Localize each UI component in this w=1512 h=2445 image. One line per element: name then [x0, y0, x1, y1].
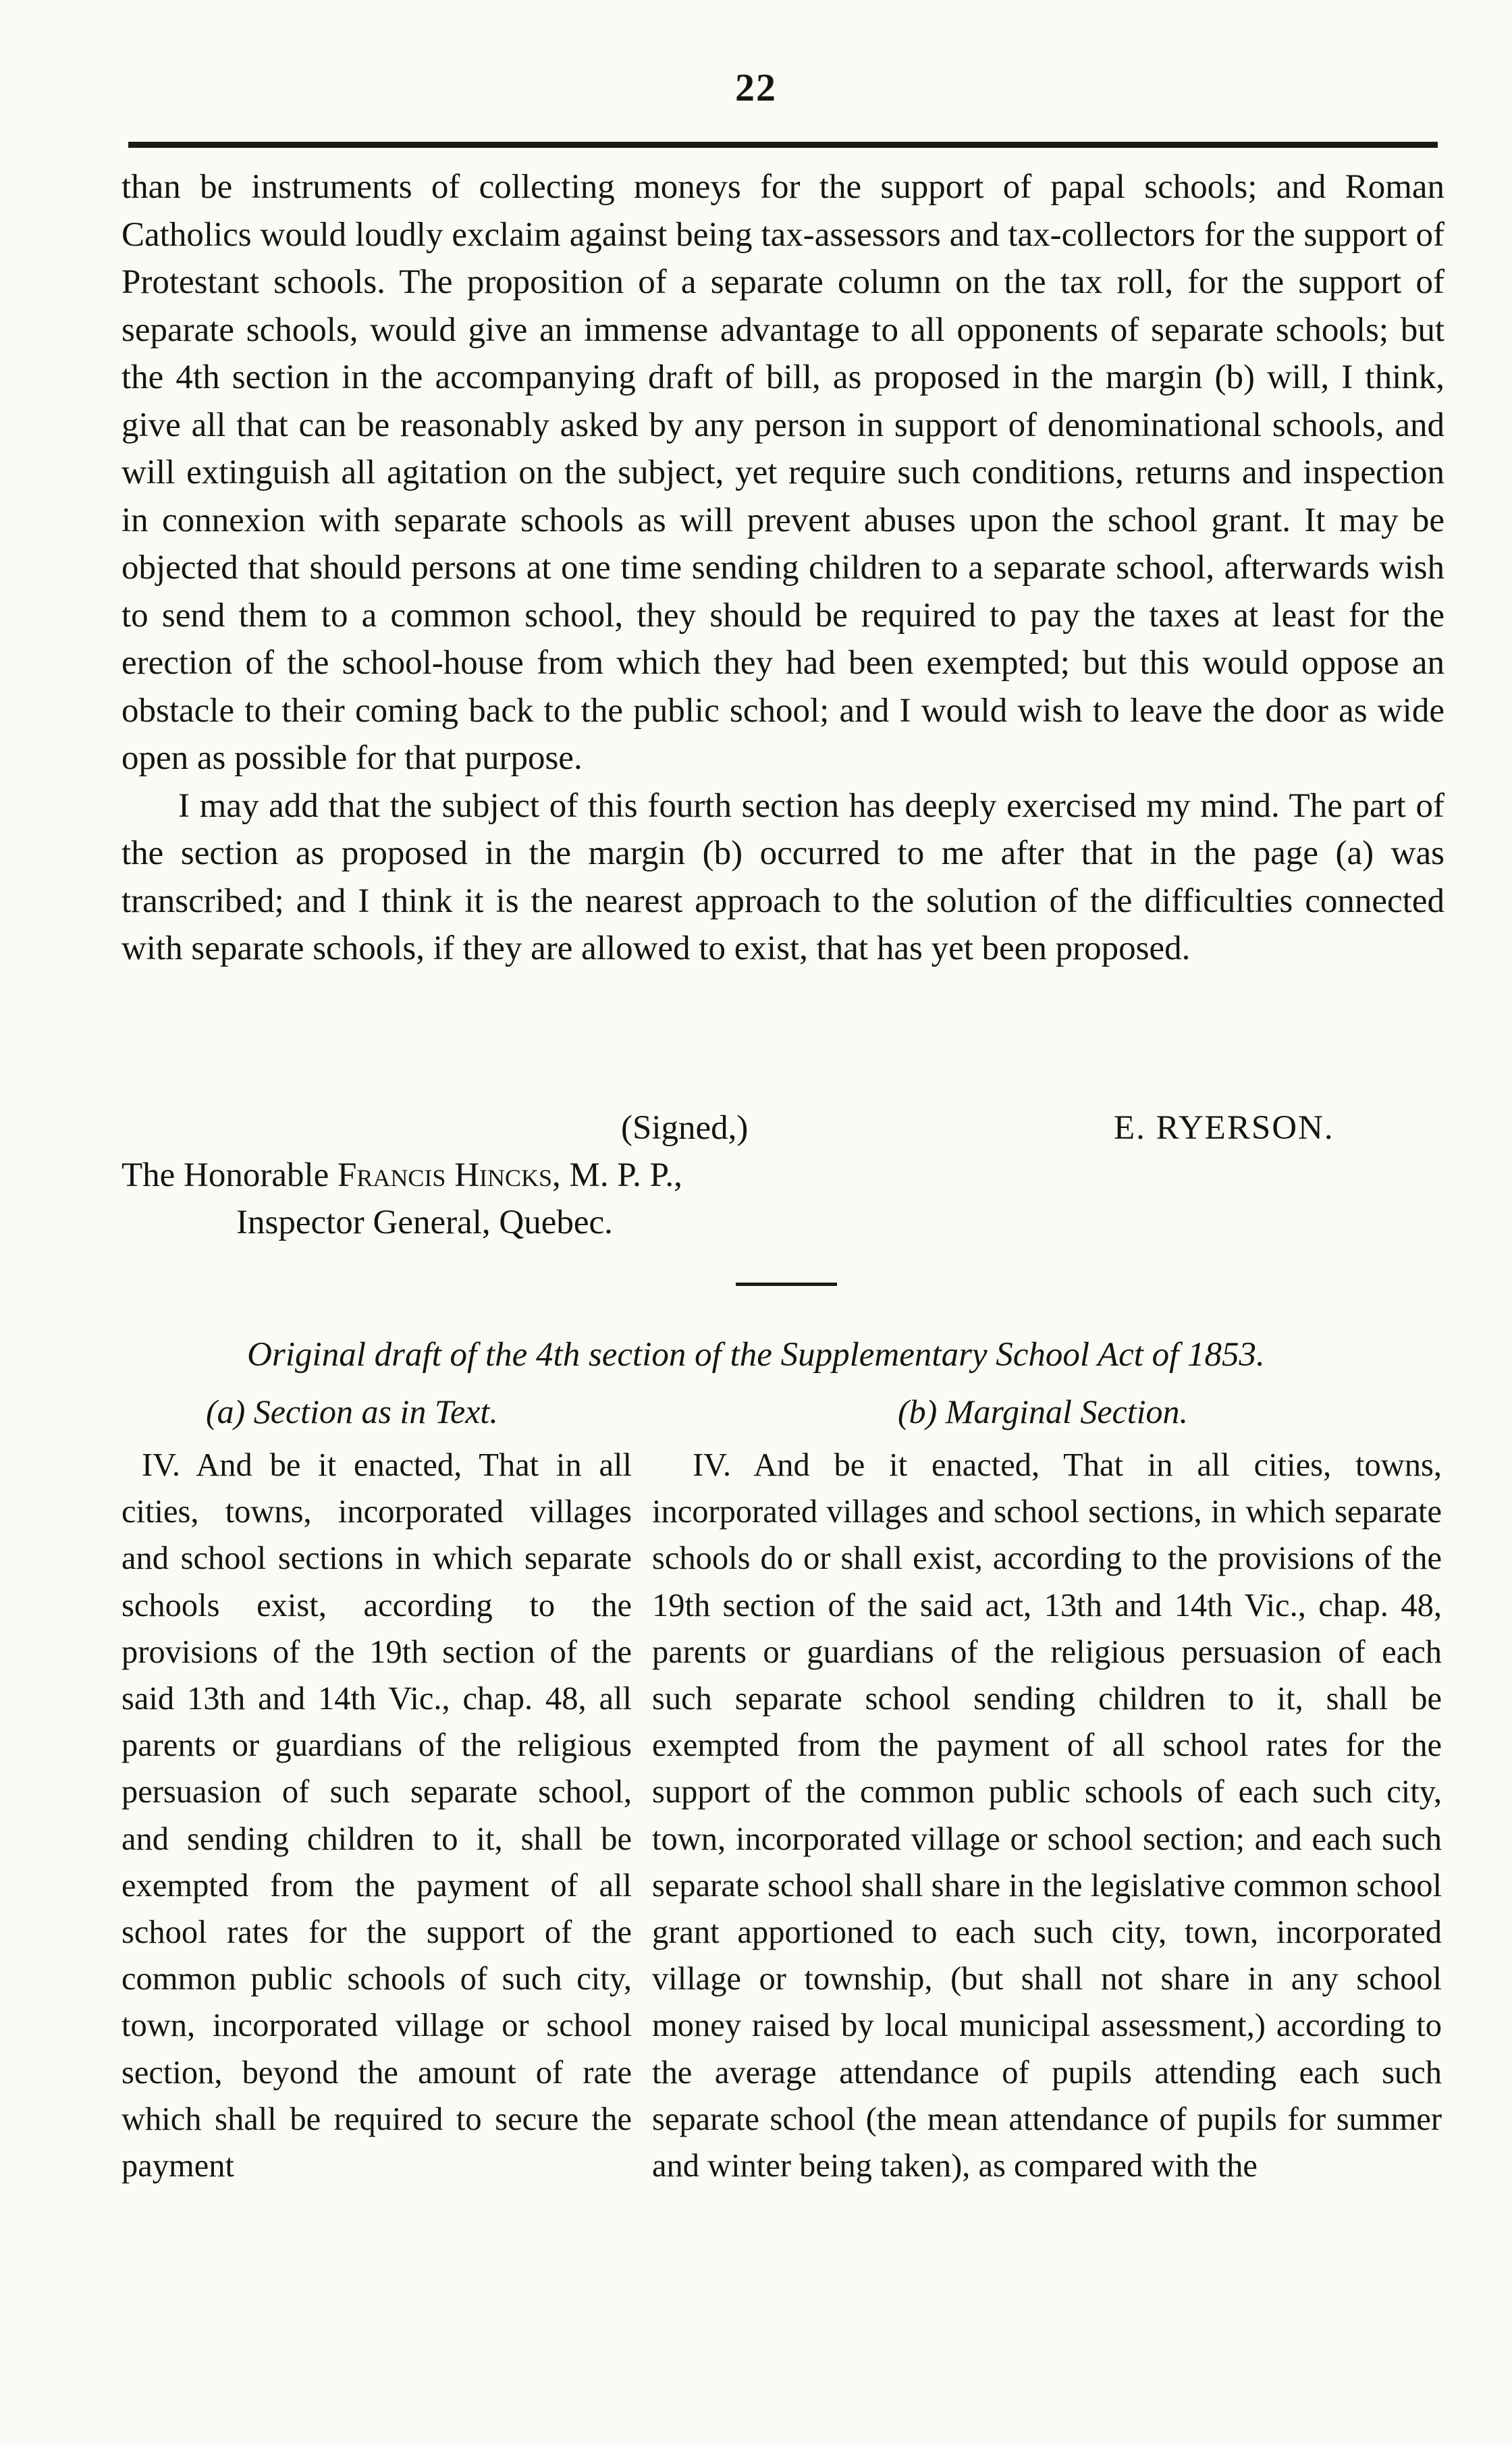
- section-a-heading: (a) Section as in Text.: [206, 1393, 498, 1430]
- addressee-line: [122, 1152, 1066, 1199]
- signer-name: E. RYERSON.: [1114, 1109, 1334, 1147]
- section-b-heading: (b) Marginal Section.: [898, 1393, 1189, 1430]
- letter-body: [122, 163, 1444, 973]
- section-b-text: IV. And be it enacted, That in all cities, towns, incorporated villages and school sections, in which separate schools do or shall exist, according to the provisions of the 19th section of the said act, 13th and 14th Vic., chap. 48, parents or guardians of the religious persuasion of each such separate school sending children to it, shall be exempted from the payment of all school rates for the support of the common public schools of each such city, town, incorporated village or school section; and each such separate school shall share in the legislative common school grant apportioned to each such city, town, incorporated village or township, (but shall not share in any school money raised by local municipal assessment,) according to the average attendance of pupils attending each such separate school (the mean attendance of pupils for summer and winter being taken), as compared with the: [652, 1447, 1442, 2184]
- addressee-suffix: , M. P. P.,: [552, 1156, 682, 1194]
- section-a-text: IV. And be it enacted, That in all cities, towns, incorporated villages and school sections in which separate schools exist, according to the provisions of the 19th section of the said 13th and 14th Vic., chap. 48, all parents or guardians of the religious persuasion of such separate school, and sending children to it, shall be exempted from the payment of all school rates for the support of the common public schools of such city, town, incorporated village or school section, beyond the amount of rate which shall be required to secure the payment: [122, 1447, 632, 2184]
- page-number: 22: [735, 65, 777, 109]
- addressee-name: Francis Hincks: [338, 1156, 553, 1194]
- addressee-title: Inspector General, Quebec.: [236, 1204, 613, 1241]
- signature-row: [122, 1104, 1444, 1152]
- addressee-prefix: The Honorable: [122, 1156, 338, 1194]
- section-divider: [736, 1283, 837, 1286]
- section-a-column: [122, 1442, 632, 2189]
- letter-paragraph-2: I may add that the subject of this fourth section has deeply exercised my mind. The part of the section as proposed in the margin (b) occurred to me after that in the page (a) was transcribed; and I think it is the nearest approach to the solution of the difficulties connected with separate schools, if they are allowed to exist, that has yet been proposed.: [122, 786, 1444, 967]
- header-rule: [128, 142, 1438, 148]
- section-b-column: [652, 1442, 1442, 2189]
- draft-title: Original draft of the 4th section of the Supplementary School Act of 1853.: [247, 1336, 1265, 1374]
- addressee-block: [122, 1152, 1066, 1246]
- letter-paragraph-1: than be instruments of collecting moneys for the support of papal schools; and Roman Catholics would loudly exclaim against being tax-assessors and tax-collectors for the support of Protestant schools. The proposition of a separate column on the tax roll, for the support of separate schools, would give an immense advantage to all opponents of separate schools; but the 4th section in the accompanying draft of bill, as proposed in the margin (b) will, I think, give all that can be reasonably asked by any person in support of denominational schools, and will extinguish all agitation on the subject, yet require such conditions, returns and inspection in connexion with separate schools as will prevent abuses upon the school grant. It may be objected that should persons at one time sending children to a separate school, afterwards wish to send them to a common school, they should be required to pay the taxes at least for the erection of the school-house from which they had been exempted; but this would oppose an obstacle to their coming back to the public school; and I would wish to leave the door as wide open as possible for that purpose.: [122, 168, 1444, 777]
- signed-label: (Signed,): [621, 1109, 749, 1147]
